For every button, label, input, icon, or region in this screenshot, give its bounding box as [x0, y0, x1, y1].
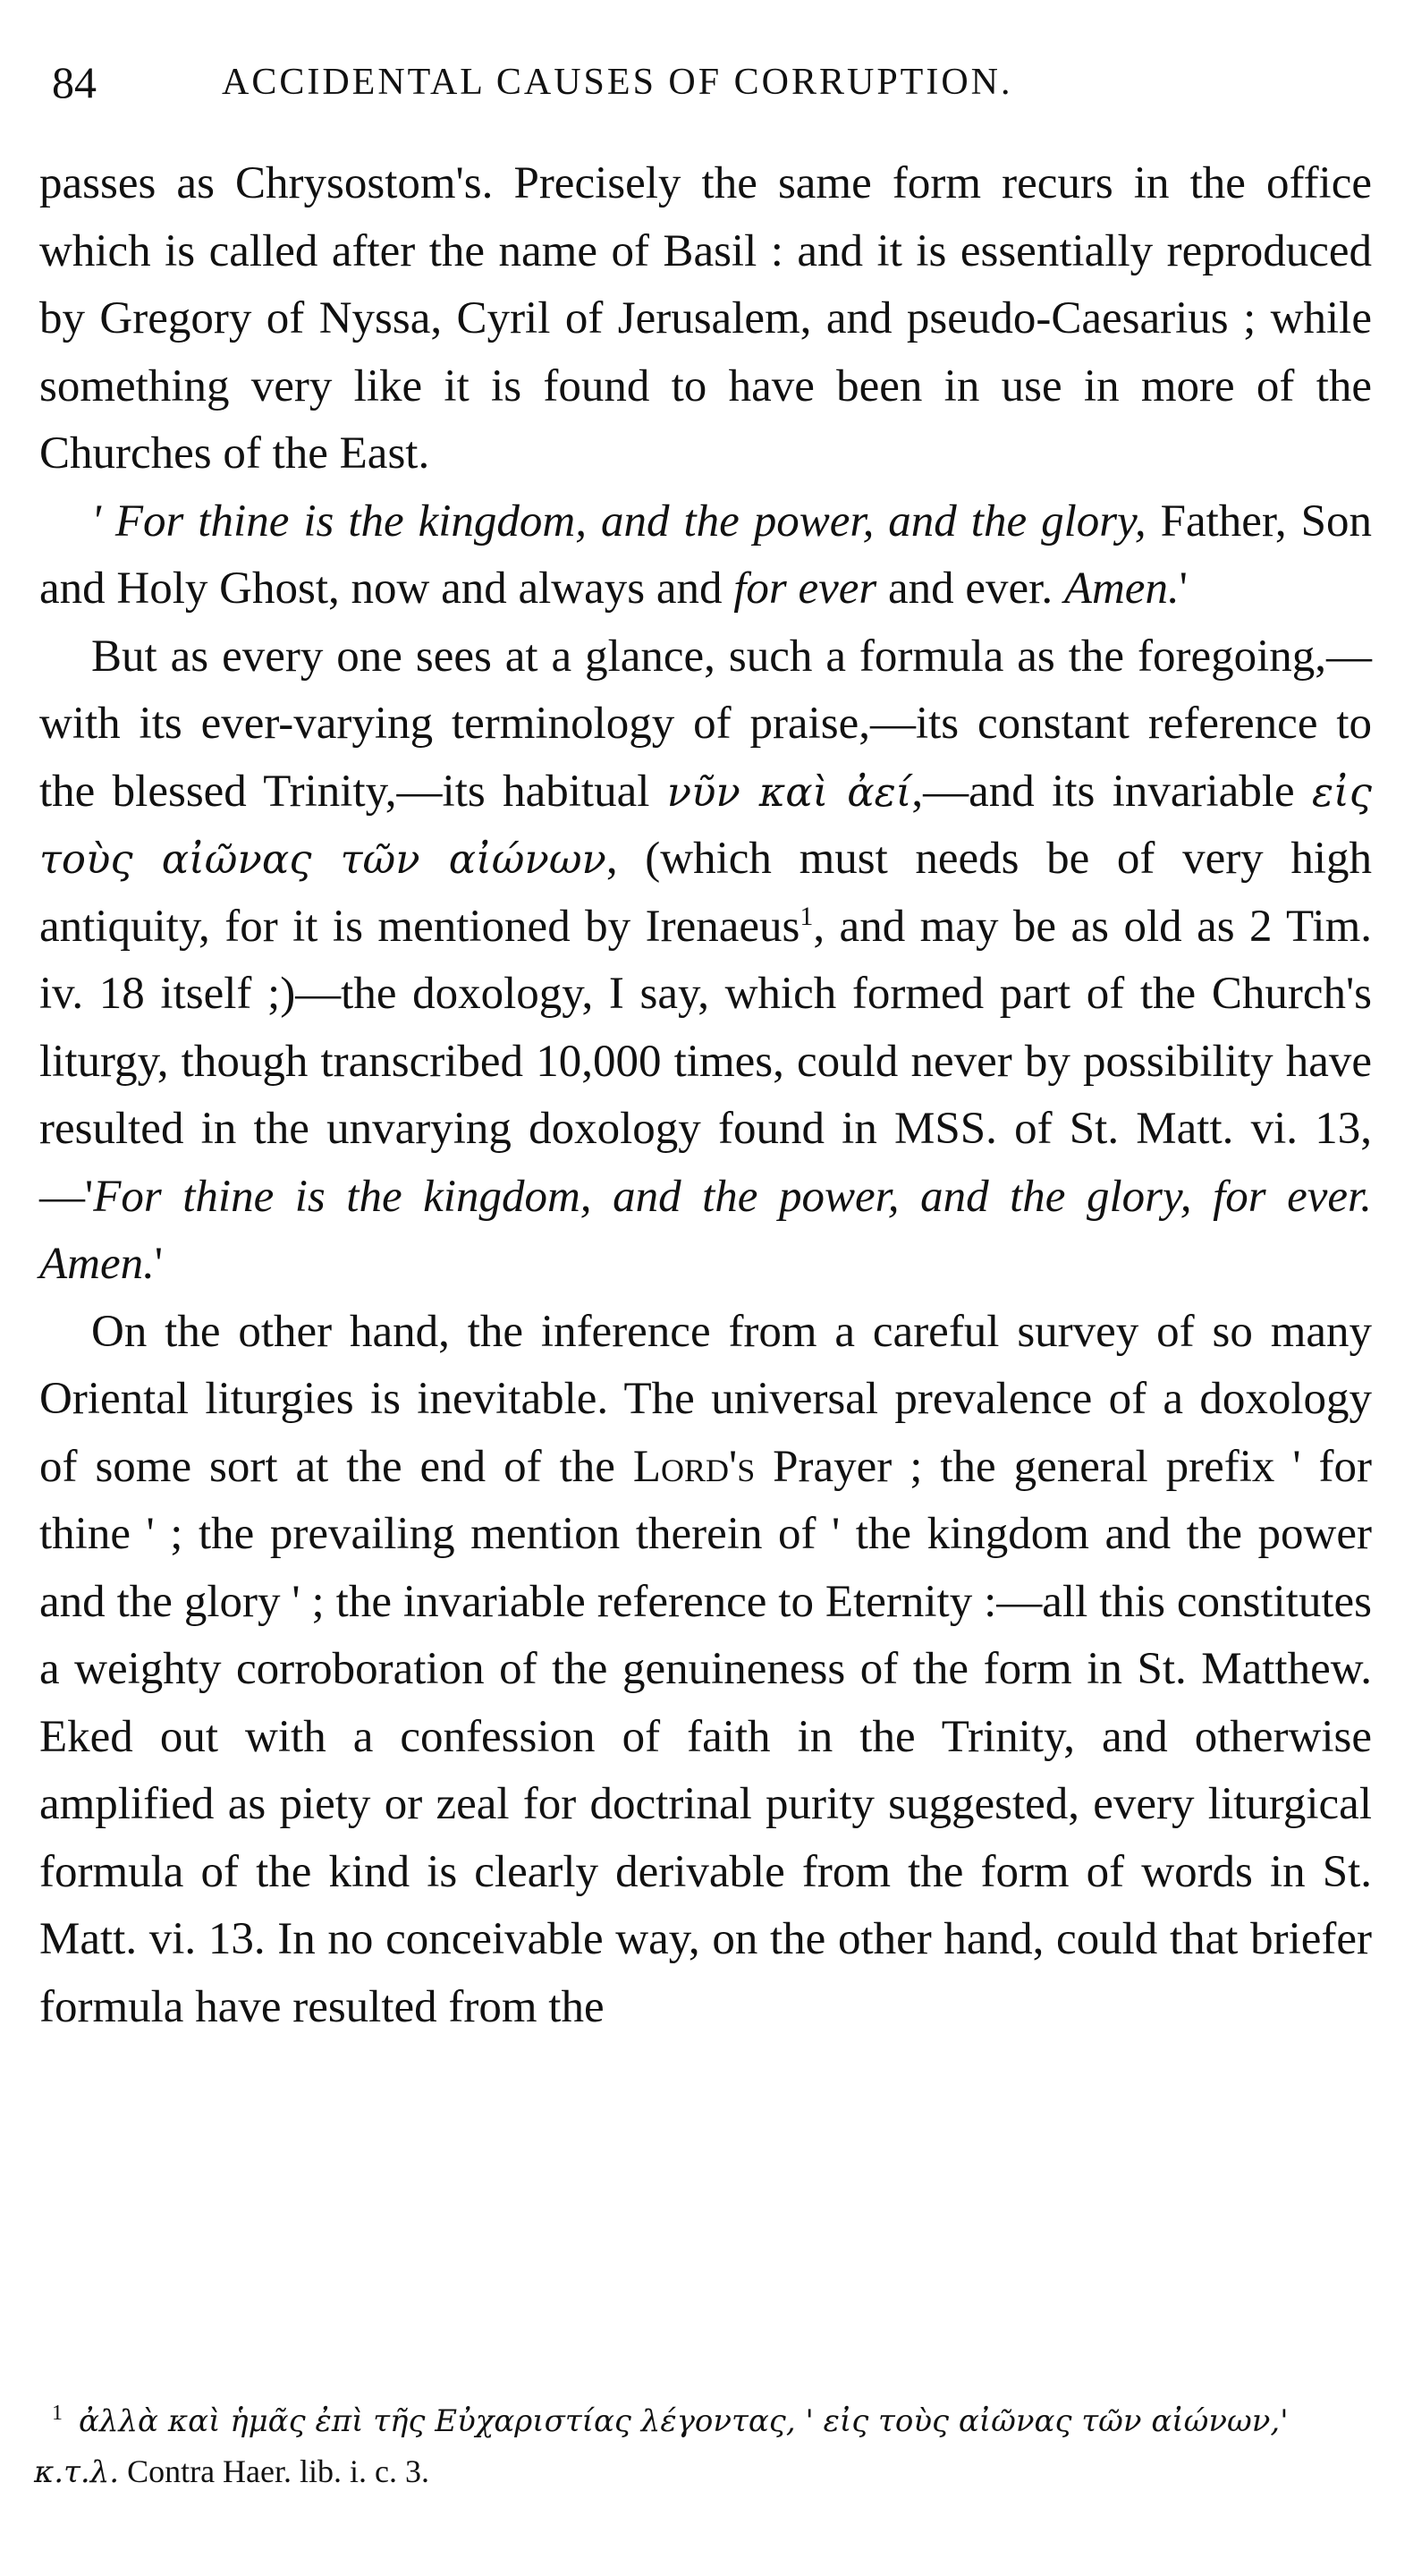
page-number: 84	[52, 57, 97, 107]
p4-text-1: On the other hand, the inference from a careful survey of so many Oriental liturgies is inevitable. The universal prevalence of a doxology of some sort at the end of the	[39, 1306, 1372, 1492]
p3-greek-2: εἰς τοὺς αἰῶνας τῶν αἰώνων	[39, 767, 1372, 883]
quote-italic-1: For thine is the kingdom, and the power, and the glory,	[114, 496, 1146, 547]
quote-text-2: and ever.	[876, 564, 1064, 614]
p3-text-5: '	[154, 1239, 164, 1289]
paragraph-3	[39, 623, 1372, 1299]
p3-text-2: ,—and its invariable	[911, 766, 1312, 817]
footnote	[34, 2395, 1366, 2497]
body-text	[39, 150, 1372, 2041]
paragraph-1-text: passes as Chrysostom's. Precisely the same form recurs in the office which is called after the name of Basil : and it is essentially reproduced by Gregory of Nyssa, Cyril of Jerusalem, and pseudo-Caesarius ; while something very like it is found to have been in use in more of the Churches of the East.	[39, 158, 1372, 479]
p3-text-1: But as every one sees at a glance, such a formula as the foregoing,—with its ever-varying terminology of praise,—its constant reference to the blessed Trinity,—its habitual	[39, 631, 1372, 817]
p4-text-2: Prayer ; the general prefix ' for thine ' ; the prevailing mention therein of ' the kingdom and the power and the glory ' ; the invariable reference to Eternity :—all this constitutes a weighty corroboration of the genuineness of the form in St. Matthew. Eked out with a confession of faith in the Trinity, and otherwise amplified as piety or zeal for doctrinal purity suggested, every liturgical formula of the kind is clearly derivable from the form of words in St. Matt. vi. 13. In no conceivable way, on the other hand, could that briefer formula have resulted from the	[39, 1441, 1372, 2032]
page-header	[52, 47, 1366, 118]
paragraph-1	[39, 150, 1372, 488]
paragraph-4	[39, 1299, 1372, 2042]
p3-italic-1: For thine is the kingdom, and the power, and the glory, for ever. Amen.	[39, 1171, 1372, 1289]
quote-italic-3: Amen.	[1063, 564, 1180, 614]
paragraph-2-doxology-quote	[39, 488, 1372, 623]
quote-italic-2: for ever	[733, 564, 877, 614]
quote-text-1: Father, Son and Holy Ghost, now and always and	[39, 496, 1372, 614]
footnote-text: Contra Haer. lib. i. c. 3.	[119, 2453, 429, 2489]
p3-text-4: , and may be as old as 2 Tim. iv. 18 itself ;)—the doxology, I say, which formed part of the Church's liturgy, though transcribed 10,000 times, could never by possibility have resulted in the unvarying doxology found in MSS. of St. Matt. vi. 13,—'	[39, 901, 1373, 1222]
footnote-greek: ἀλλὰ καὶ ἡμᾶς ἐπὶ τῆς Εὐχαριστίας λέγοντας, ' εἰς τοὺς αἰῶνας τῶν αἰώνων,' κ.τ.λ.	[34, 2403, 1289, 2490]
footnote-marker: 1	[52, 2402, 63, 2425]
quote-close: '	[1179, 564, 1188, 614]
footnote-reference: 1	[800, 901, 814, 931]
running-head: ACCIDENTAL CAUSES OF CORRUPTION.	[222, 62, 1013, 103]
p3-text-3: , (which must needs be of very high antiquity, for it is mentioned by Irenaeus	[39, 834, 1372, 952]
p4-small-caps: Lord's	[632, 1441, 756, 1492]
p3-greek-1: νῦν καὶ ἀεί	[666, 767, 912, 816]
quote-open: '	[91, 496, 115, 547]
